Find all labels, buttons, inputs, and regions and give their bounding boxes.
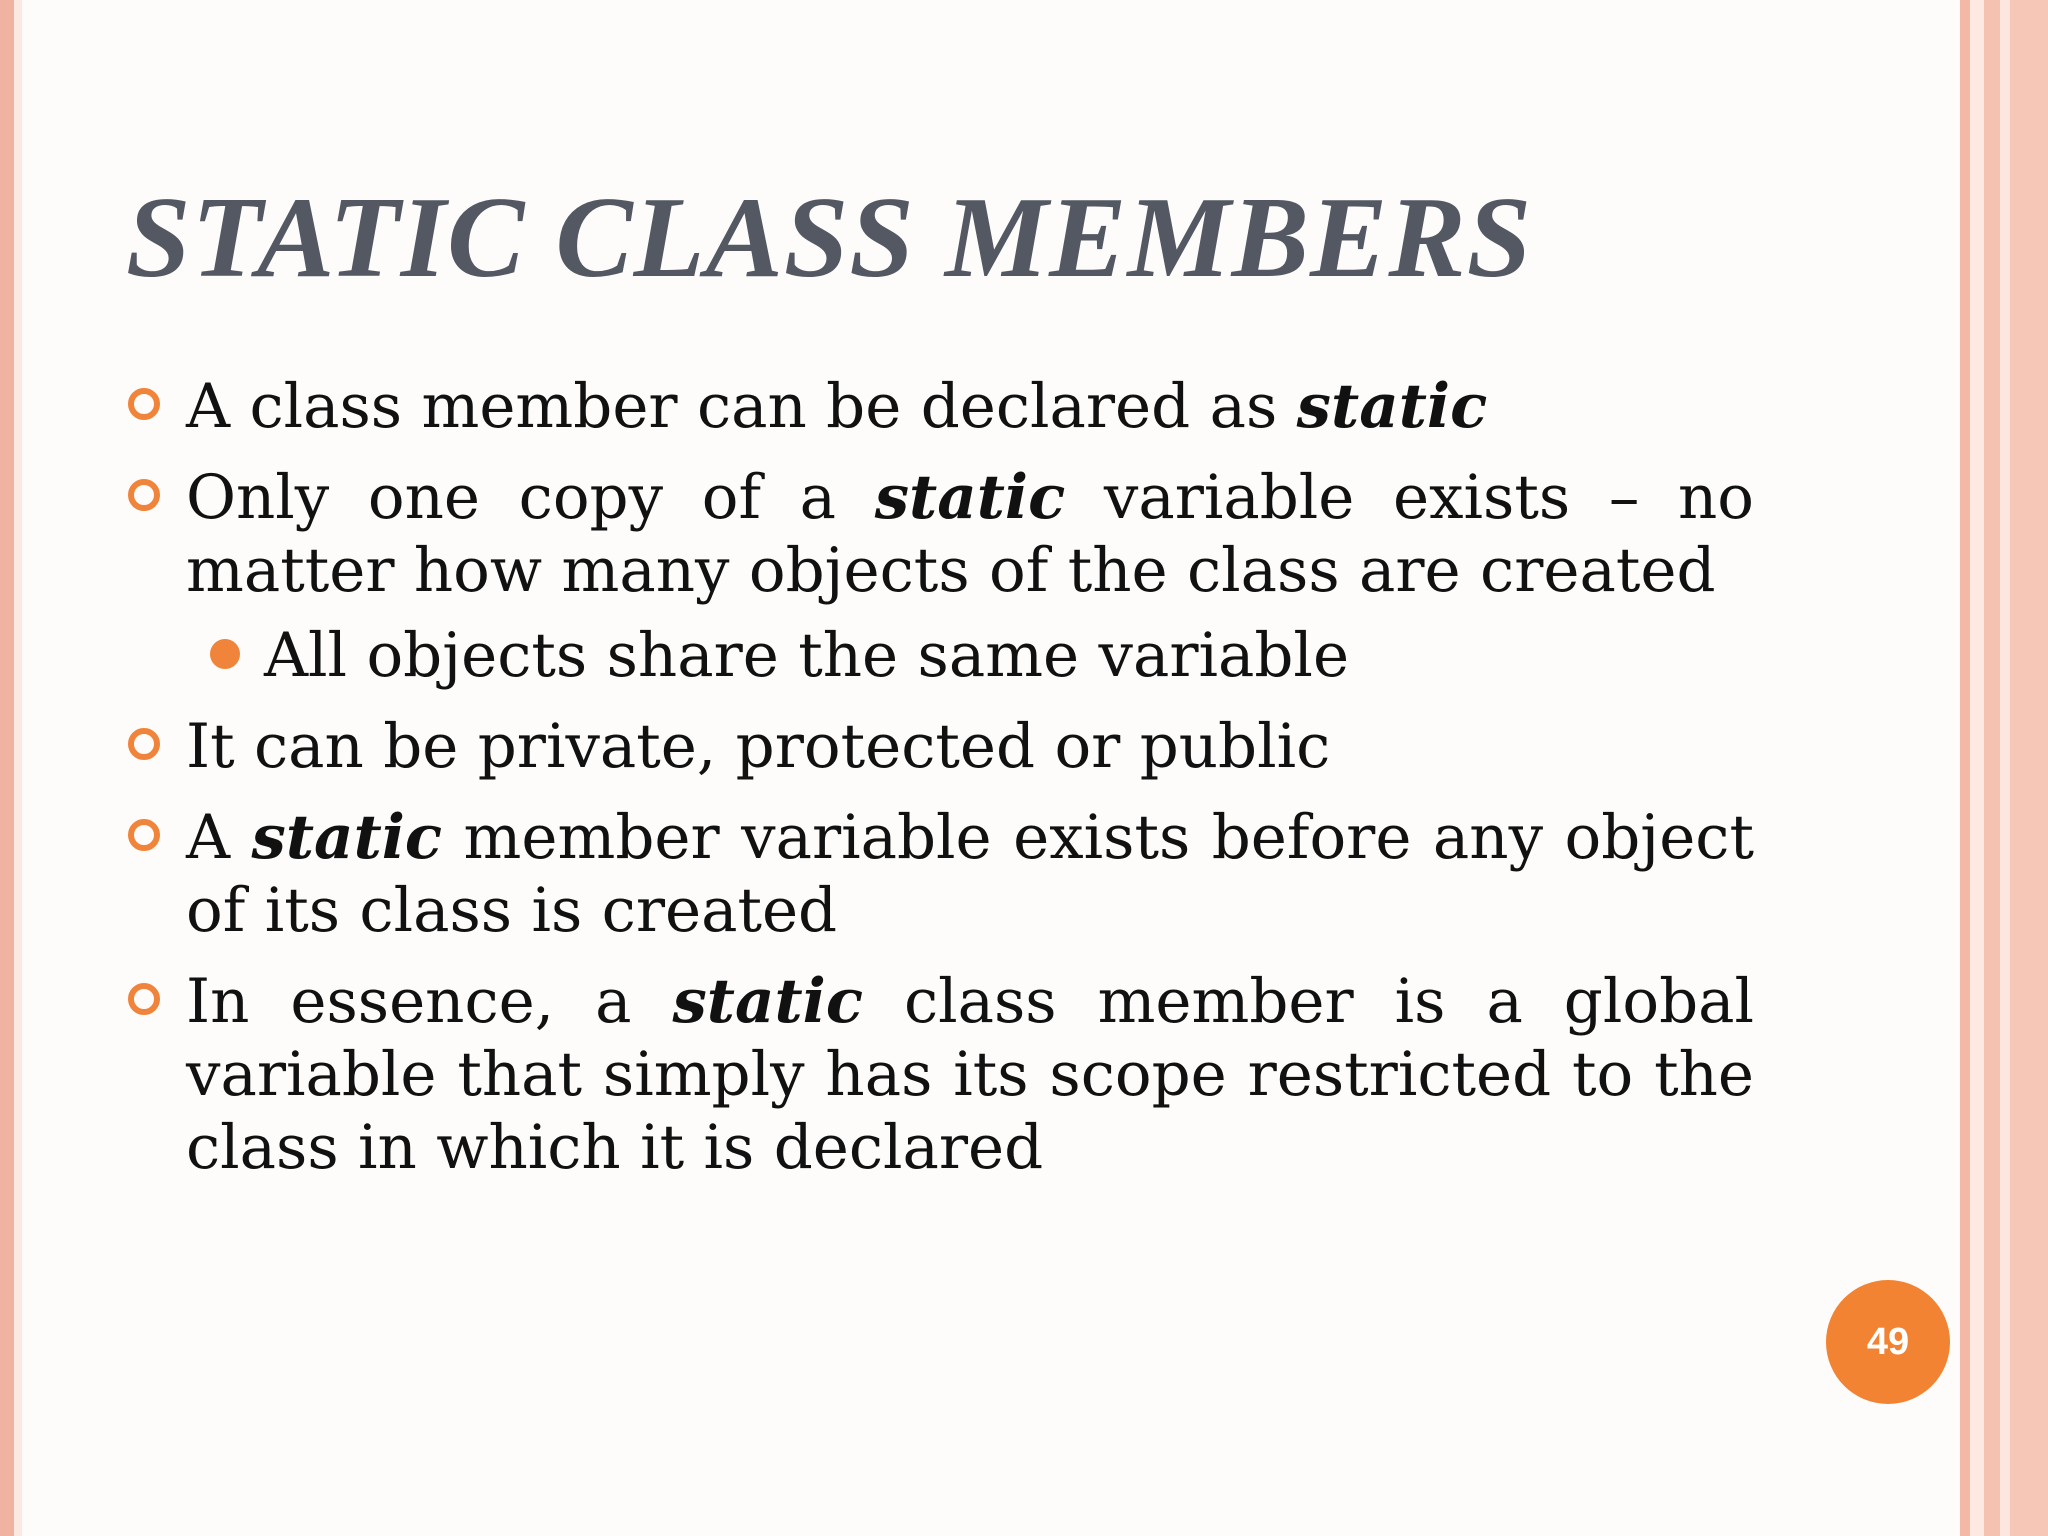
bullet-text: A	[186, 802, 252, 873]
right-border-stripe	[1970, 0, 1984, 1536]
right-border-stripe	[1984, 0, 2000, 1536]
page-number-badge: 49	[1826, 1280, 1950, 1404]
slide-title: STATIC CLASS MEMBERS	[126, 174, 1533, 302]
bullet-emphasis: static	[874, 462, 1066, 533]
bullet-list	[126, 370, 1754, 1202]
sub-bullet-text: All objects share the same variable	[264, 620, 1350, 691]
right-border-stripes	[1960, 0, 2048, 1536]
dot-bullet-icon	[210, 639, 240, 669]
bullet-text: member variable exists before any object of its class is created	[186, 802, 1754, 946]
bullet-text: A class member can be declared as	[186, 371, 1297, 442]
ring-bullet-icon	[128, 819, 160, 851]
left-border-stripe	[0, 0, 14, 1536]
ring-bullet-icon	[128, 983, 160, 1015]
bullet-text: Only one copy of a	[186, 462, 875, 533]
ring-bullet-icon	[128, 479, 160, 511]
bullet-item	[126, 801, 1754, 947]
right-border-stripe	[2010, 0, 2048, 1536]
bullet-item	[126, 370, 1754, 443]
sub-bullet-item	[126, 619, 1754, 692]
ring-bullet-icon	[128, 728, 160, 760]
bullet-text: class member is a global variable that simply has its scope restricted to the class in which it is declared	[186, 966, 1754, 1183]
bullet-emphasis: static	[251, 802, 443, 873]
bullet-item	[126, 461, 1754, 607]
left-border-inner-stripe	[14, 0, 22, 1536]
bullet-emphasis: static	[1296, 371, 1488, 442]
bullet-item	[126, 965, 1754, 1184]
right-border-stripe	[1960, 0, 1970, 1536]
bullet-text: variable exists – no matter how many objects of the class are created	[186, 462, 1754, 606]
ring-bullet-icon	[128, 388, 160, 420]
right-border-stripe	[2000, 0, 2010, 1536]
bullet-text: In essence, a	[186, 966, 673, 1037]
bullet-text: It can be private, protected or public	[186, 711, 1331, 782]
bullet-item	[126, 710, 1754, 783]
bullet-emphasis: static	[672, 966, 863, 1037]
